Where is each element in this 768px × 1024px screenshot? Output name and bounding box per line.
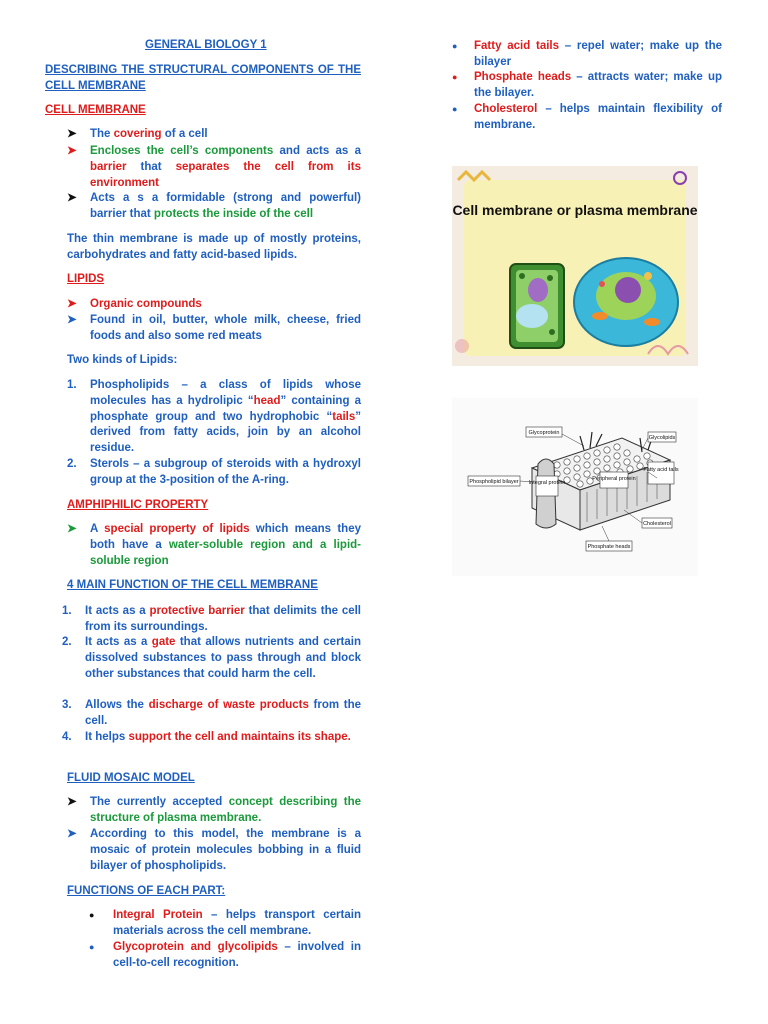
label-fatty-acid-tails: Fatty acid tails bbox=[643, 467, 679, 473]
label-glycolipids: Glycolipids bbox=[648, 435, 676, 441]
fluid-bullet-1: The currently accepted concept describing the structure of plasma membrane. bbox=[90, 796, 361, 824]
list-number: 2. bbox=[62, 636, 72, 648]
amphiphilic-bullet: A special property of lipids which means they both have a water-soluble region and a lipid-soluble region bbox=[90, 523, 361, 567]
dot-bullet-icon: ● bbox=[452, 72, 458, 82]
label-glycoprotein: Glycoprotein bbox=[528, 430, 560, 436]
function-item-2: It acts as a gate that allows nutrients and certain dissolved substances to pass through and block other substances that could harm the cell. bbox=[85, 636, 361, 680]
membrane-diagram-graphic bbox=[452, 398, 698, 576]
list-number: 1. bbox=[62, 605, 72, 617]
label-peripheral-protein: Peripheral protein bbox=[592, 476, 636, 482]
dot-bullet-icon: ● bbox=[89, 942, 95, 952]
list-number: 4. bbox=[62, 731, 72, 743]
label-phosphate-heads: Phosphate heads bbox=[587, 544, 631, 550]
label-phospholipid-bilayer: Phospholipid bilayer bbox=[469, 479, 519, 485]
part-item-phosphate-heads: Phosphate heads – attracts water; make up the bilayer. bbox=[474, 71, 722, 99]
cell-membrane-bullet-1: The covering of a cell bbox=[90, 128, 208, 140]
two-kinds-label: Two kinds of Lipids: bbox=[67, 354, 178, 366]
dot-bullet-icon: ● bbox=[452, 104, 458, 114]
dot-bullet-icon: ● bbox=[89, 910, 95, 920]
arrow-bullet-icon: ➤ bbox=[67, 523, 77, 535]
fluid-mosaic-heading: FLUID MOSAIC MODEL bbox=[67, 772, 195, 784]
list-number: 3. bbox=[62, 699, 72, 711]
lipids-heading: LIPIDS bbox=[67, 273, 105, 285]
functions-heading: 4 MAIN FUNCTION OF THE CELL MEMBRANE bbox=[67, 579, 318, 591]
lipids-bullet-1: Organic compounds bbox=[90, 298, 202, 310]
cell-membrane-bullet-2: Encloses the cell’s components and acts as a barrier that separates the cell from its environment bbox=[90, 145, 361, 189]
function-item-4: It helps support the cell and maintains its shape. bbox=[85, 731, 351, 743]
cell-membrane-illustration bbox=[452, 166, 698, 366]
amphiphilic-heading: AMPHIPHILIC PROPERTY bbox=[67, 499, 209, 511]
arrow-bullet-icon: ➤ bbox=[67, 796, 77, 808]
arrow-bullet-icon: ➤ bbox=[67, 128, 77, 140]
fluid-bullet-2: According to this model, the membrane is a mosaic of protein molecules bobbing in a fluid bilayer of phospholipids. bbox=[90, 828, 361, 872]
cell-membrane-bullet-3: Acts a s a formidable (strong and powerful) barrier that protects the inside of the cell bbox=[90, 192, 361, 220]
cell-illustration-graphic bbox=[452, 166, 698, 366]
fluid-mosaic-diagram bbox=[452, 398, 698, 576]
label-integral-protein: Integral protein bbox=[528, 480, 566, 486]
arrow-bullet-icon: ➤ bbox=[67, 828, 77, 840]
lipids-bullet-2: Found in oil, butter, whole milk, cheese, fried foods and also some red meats bbox=[90, 314, 361, 342]
dot-bullet-icon: ● bbox=[452, 41, 458, 51]
parts-heading: FUNCTIONS OF EACH PART: bbox=[67, 885, 226, 897]
arrow-bullet-icon: ➤ bbox=[67, 145, 77, 157]
part-item-integral-protein: Integral Protein – helps transport certain materials across the cell membrane. bbox=[113, 909, 361, 937]
cell-membrane-heading: CELL MEMBRANE bbox=[45, 104, 146, 116]
lipids-kind-1: Phospholipids – a class of lipids whose molecules has a hydrolipic “head” containing a phosphate group and two hydrophobic “tails” derived from fatty acids, join by an alcohol residue. bbox=[90, 379, 361, 455]
function-item-3: Allows the discharge of waste products from the cell. bbox=[85, 699, 361, 727]
function-item-1: It acts as a protective barrier that delimits the cell from its surroundings. bbox=[85, 605, 361, 633]
section-heading: DESCRIBING THE STRUCTURAL COMPONENTS OF THE CELL MEMBRANE bbox=[45, 64, 361, 92]
arrow-bullet-icon: ➤ bbox=[67, 314, 77, 326]
illustration-caption: Cell membrane or plasma membrane bbox=[452, 202, 698, 218]
label-cholesterol: Cholesterol bbox=[643, 521, 671, 527]
part-item-glycoprotein: Glycoprotein and glycolipids – involved in cell-to-cell recognition. bbox=[113, 941, 362, 969]
part-item-fatty-acid-tails: Fatty acid tails – repel water; make up the bilayer bbox=[474, 40, 723, 68]
arrow-bullet-icon: ➤ bbox=[67, 192, 77, 204]
arrow-bullet-icon: ➤ bbox=[67, 298, 77, 310]
part-item-cholesterol: Cholesterol – helps maintain flexibility of membrane. bbox=[474, 103, 722, 131]
list-number: 2. bbox=[67, 458, 77, 470]
page-title: GENERAL BIOLOGY 1 bbox=[145, 39, 267, 51]
lipids-kind-2: Sterols – a subgroup of steroids with a hydroxyl group at the 3-position of the A-ring. bbox=[90, 458, 361, 486]
list-number: 1. bbox=[67, 379, 77, 391]
cell-membrane-paragraph: The thin membrane is made up of mostly proteins, carbohydrates and fatty acid-based lipids. bbox=[67, 233, 361, 261]
